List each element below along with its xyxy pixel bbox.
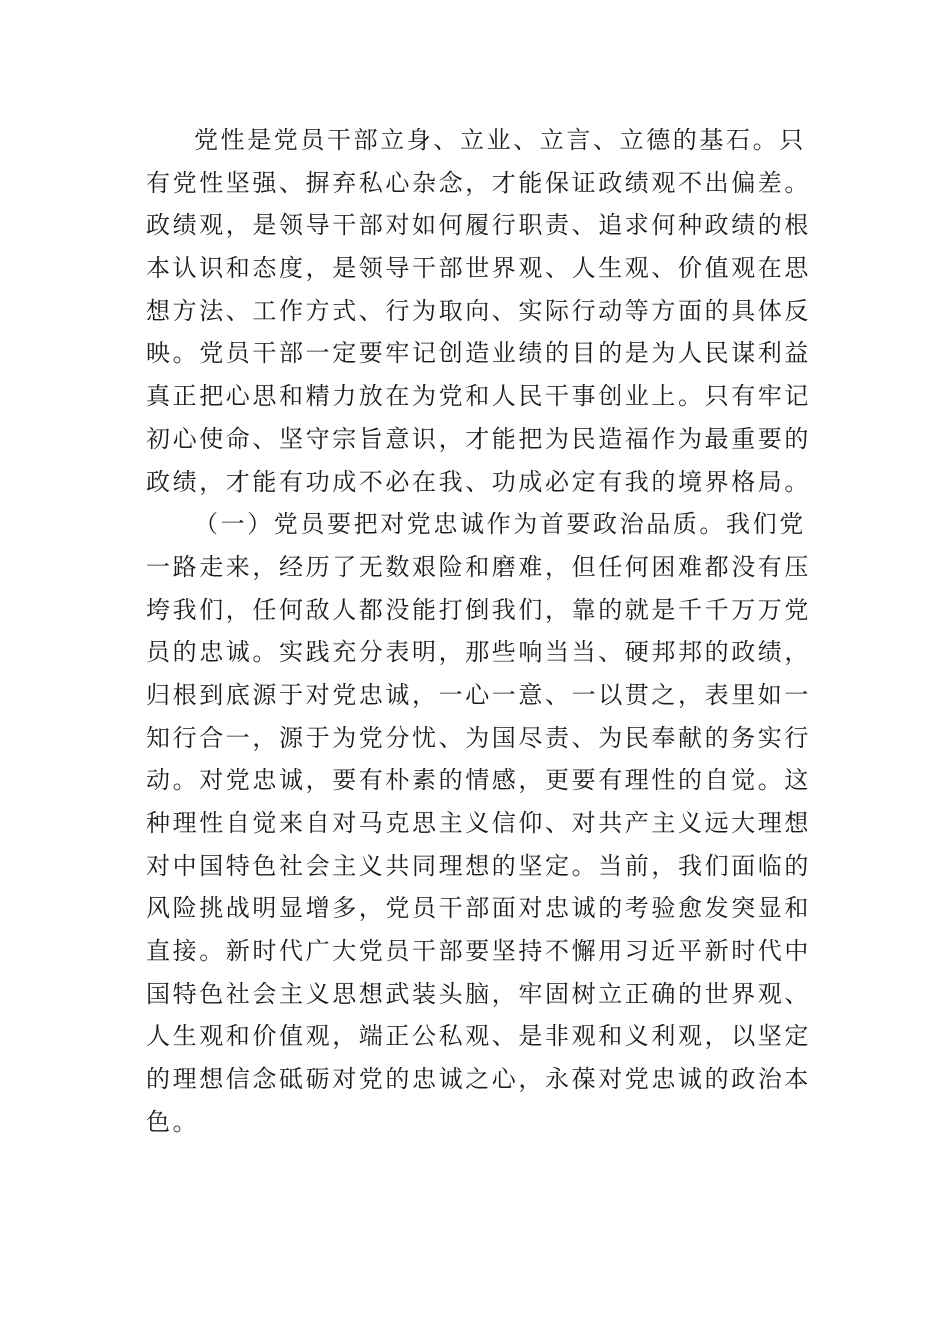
text-line: 种理性自觉来自对马克思主义信仰、对共产主义远大理想 [146,809,811,837]
text-line: 映。党员干部一定要牢记创造业绩的目的是为人民谋利益 [146,339,811,368]
text-line: 有党性坚强、摒弃私心杂念，才能保证政绩观不出偏差。 [146,168,811,197]
body-text [146,119,810,1144]
text-line: （一）党员要把对党忠诚作为首要政治品质。我们党 [194,510,806,539]
text-line: 归根到底源于对党忠诚，一心一意、一以贯之，表里如一 [146,680,811,709]
text-line: 初心使命、坚守宗旨意识，才能把为民造福作为最重要的 [146,424,811,453]
paragraph-party-spirit [146,119,810,503]
text-line: 真正把心思和精力放在为党和人民干事创业上。只有牢记 [146,382,811,411]
text-line: 政绩观，是领导干部对如何履行职责、追求何种政绩的根 [146,211,811,240]
text-line: 直接。新时代广大党员干部要坚持不懈用习近平新时代中 [146,937,811,966]
text-line: 对中国特色社会主义共同理想的坚定。当前，我们面临的 [146,851,811,880]
text-line: 想方法、工作方式、行为取向、实际行动等方面的具体反 [146,296,811,325]
text-line: 风险挑战明显增多，党员干部面对忠诚的考验愈发突显和 [146,894,811,923]
text-line: 人生观和价值观，端正公私观、是非观和义利观，以坚定 [146,1022,811,1051]
text-line: 一路走来，经历了无数艰险和磨难，但任何困难都没有压 [146,552,811,581]
text-line: 知行合一，源于为党分忧、为国尽责、为民奉献的务实行 [146,723,811,752]
paragraph-loyalty [146,503,810,1143]
text-line: 党性是党员干部立身、立业、立言、立德的基石。只 [194,126,806,154]
text-line: 政绩，才能有功成不必在我、功成必定有我的境界格局。 [146,467,811,496]
text-line: 本认识和态度，是领导干部世界观、人生观、价值观在思 [146,254,811,283]
text-line: 动。对党忠诚，要有朴素的情感，更要有理性的自觉。这 [146,766,811,795]
text-line: 的理想信念砥砺对党的忠诚之心，永葆对党忠诚的政治本 [146,1065,811,1094]
text-line: 国特色社会主义思想武装头脑，牢固树立正确的世界观、 [146,979,811,1008]
text-line: 员的忠诚。实践充分表明，那些响当当、硬邦邦的政绩， [146,638,811,667]
text-line: 垮我们，任何敌人都没能打倒我们，靠的就是千千万万党 [146,595,811,624]
text-line: 色。 [146,1107,200,1136]
